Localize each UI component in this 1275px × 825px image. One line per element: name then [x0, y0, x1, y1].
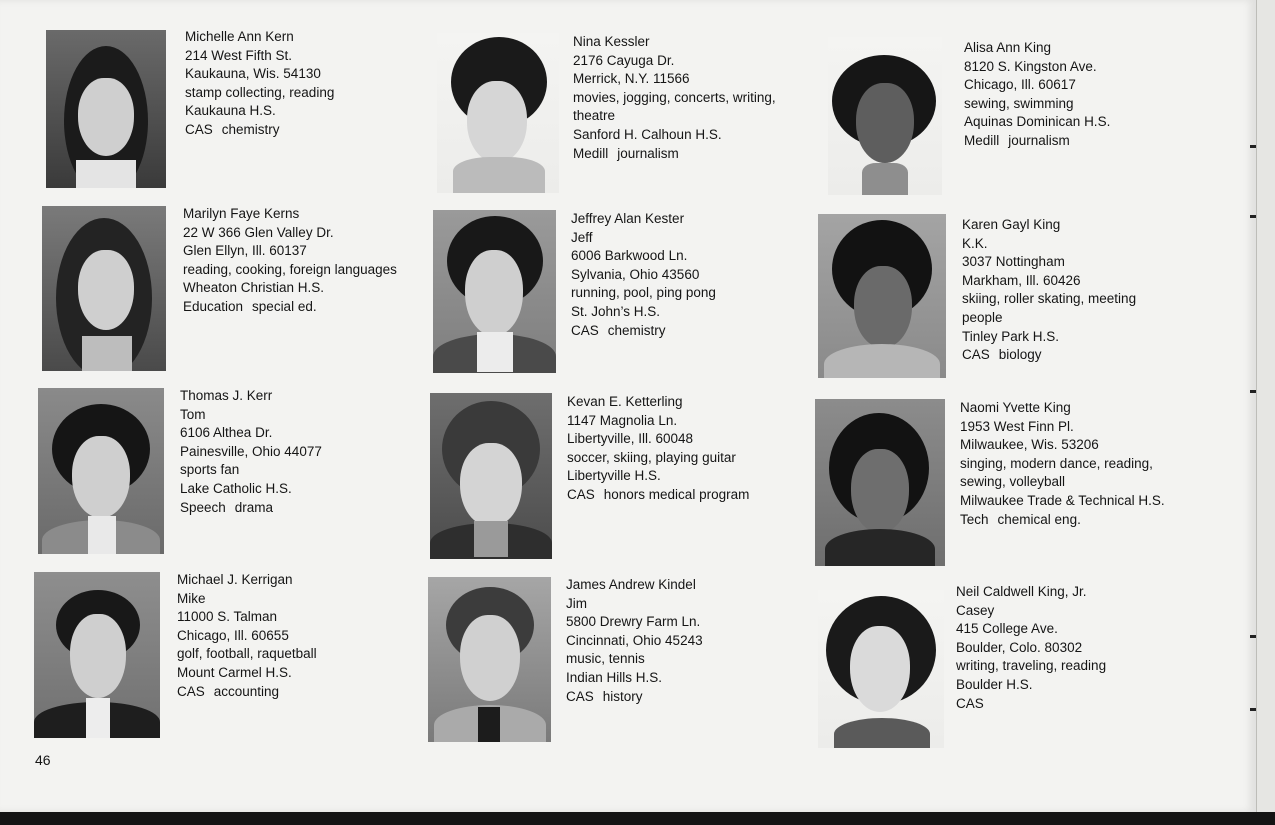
student-address: 8120 S. Kingston Ave. — [964, 58, 1097, 74]
student-school: CAS — [962, 347, 990, 363]
student-interests: reading, cooking, foreign languages — [183, 261, 397, 277]
student-program — [183, 298, 397, 317]
student-address: 5800 Drewry Farm Ln. — [566, 614, 701, 630]
page-gutter — [1256, 0, 1275, 812]
student-photo — [818, 590, 944, 748]
student-city: Sylvania, Ohio 43560 — [571, 266, 700, 282]
student-name: Naomi Yvette King — [960, 400, 1071, 415]
student-high-school: Lake Catholic H.S. — [180, 480, 292, 496]
student-high-school: St. John’s H.S. — [571, 303, 661, 319]
student-city: Boulder, Colo. 80302 — [956, 639, 1083, 655]
student-program — [956, 695, 1106, 714]
student-name: Alisa Ann King — [964, 40, 1052, 55]
student-photo — [428, 577, 551, 742]
student-high-school: Mount Carmel H.S. — [177, 664, 292, 680]
student-photo — [42, 206, 166, 371]
student-name: Thomas J. Kerr — [180, 388, 273, 403]
student-name: Kevan E. Ketterling — [567, 394, 683, 409]
student-photo — [38, 388, 164, 554]
student-high-school: Tinley Park H.S. — [962, 328, 1060, 344]
student-school: Tech — [960, 511, 989, 527]
student-school: Medill — [573, 145, 609, 161]
student-major: chemistry — [607, 322, 666, 338]
student-address: 3037 Nottingham — [962, 254, 1065, 270]
student-interests: theatre — [573, 108, 616, 124]
student-photo — [430, 393, 552, 559]
student-photo — [828, 37, 942, 195]
student-interests: golf, football, raquetball — [177, 646, 317, 662]
student-high-school: Kaukauna H.S. — [185, 103, 276, 119]
student-info — [571, 210, 716, 340]
student-major: accounting — [213, 683, 280, 699]
student-info — [566, 576, 703, 706]
student-interests: sports fan — [180, 462, 240, 478]
page-number: 46 — [35, 752, 51, 768]
student-program — [180, 499, 322, 518]
student-major: chemical eng. — [997, 511, 1081, 527]
student-high-school: Wheaton Christian H.S. — [183, 280, 325, 296]
student-high-school: Sanford H. Calhoun H.S. — [573, 126, 722, 142]
student-city: Merrick, N.Y. 11566 — [573, 71, 690, 87]
student-major: chemistry — [221, 121, 280, 137]
student-info — [177, 571, 317, 701]
student-high-school: Aquinas Dominican H.S. — [964, 114, 1111, 130]
student-interests: writing, traveling, reading — [956, 658, 1107, 674]
student-high-school: Milwaukee Trade & Technical H.S. — [960, 492, 1165, 508]
student-photo — [46, 30, 166, 188]
student-major: journalism — [617, 145, 679, 161]
student-program — [962, 346, 1136, 365]
student-nickname: Mike — [177, 590, 206, 606]
student-interests: skiing, roller skating, meeting — [962, 291, 1137, 307]
student-major: special ed. — [252, 298, 317, 314]
student-program — [573, 145, 776, 164]
student-name: Karen Gayl King — [962, 217, 1061, 232]
student-program — [177, 683, 317, 702]
student-interests: people — [962, 309, 1003, 325]
student-address: 6106 Althea Dr. — [180, 425, 273, 441]
student-address: 415 College Ave. — [956, 621, 1058, 637]
student-address: 214 West Fifth St. — [185, 47, 293, 63]
student-city: Kaukauna, Wis. 54130 — [185, 66, 321, 82]
student-name: Jeffrey Alan Kester — [571, 211, 685, 226]
student-photo — [437, 33, 559, 193]
student-city: Chicago, Ill. 60655 — [177, 627, 289, 643]
student-info — [185, 28, 334, 140]
student-interests: sewing, volleyball — [960, 474, 1066, 490]
student-info — [964, 39, 1110, 151]
student-interests: singing, modern dance, reading, — [960, 455, 1153, 471]
student-address: 6006 Barkwood Ln. — [571, 248, 688, 264]
student-info — [180, 387, 322, 517]
student-address: 22 W 366 Glen Valley Dr. — [183, 224, 334, 240]
student-name: Michael J. Kerrigan — [177, 572, 293, 587]
student-info — [962, 216, 1136, 365]
student-high-school: Libertyville H.S. — [567, 468, 661, 484]
student-name: James Andrew Kindel — [566, 577, 696, 592]
student-high-school: Boulder H.S. — [956, 676, 1033, 692]
student-nickname: Jim — [566, 595, 587, 611]
student-name: Michelle Ann Kern — [185, 29, 294, 44]
student-high-school: Indian Hills H.S. — [566, 669, 663, 685]
student-address: 1147 Magnolia Ln. — [567, 412, 678, 428]
student-program — [567, 486, 749, 505]
student-name: Nina Kessler — [573, 34, 650, 49]
student-major: journalism — [1008, 132, 1070, 148]
student-nickname: Jeff — [571, 229, 593, 245]
student-nickname: Tom — [180, 406, 206, 422]
student-major: honors medical program — [603, 486, 750, 502]
student-address: 1953 West Finn Pl. — [960, 418, 1074, 434]
student-address: 11000 S. Talman — [177, 609, 278, 625]
student-program — [964, 132, 1110, 151]
student-major: drama — [234, 499, 274, 515]
student-school: CAS — [567, 486, 595, 502]
student-program — [571, 322, 716, 341]
student-interests: movies, jogging, concerts, writing, — [573, 89, 776, 105]
student-city: Libertyville, Ill. 60048 — [567, 431, 694, 447]
student-city: Painesville, Ohio 44077 — [180, 443, 322, 459]
scan-border — [0, 812, 1275, 825]
student-photo — [34, 572, 160, 738]
student-info — [567, 393, 749, 505]
student-info — [183, 205, 397, 317]
student-interests: sewing, swimming — [964, 95, 1074, 111]
student-info — [573, 33, 776, 163]
student-school: Medill — [964, 132, 1000, 148]
student-interests: running, pool, ping pong — [571, 285, 716, 301]
student-info — [956, 583, 1106, 713]
student-address: 2176 Cayuga Dr. — [573, 52, 675, 68]
student-major: biology — [998, 347, 1042, 363]
student-nickname: K.K. — [962, 235, 988, 251]
student-city: Milwaukee, Wis. 53206 — [960, 437, 1099, 453]
student-major: history — [602, 688, 643, 704]
student-name: Marilyn Faye Kerns — [183, 206, 300, 221]
student-interests: soccer, skiing, playing guitar — [567, 449, 736, 465]
student-school: CAS — [566, 688, 594, 704]
student-nickname: Casey — [956, 602, 995, 618]
student-school: CAS — [956, 695, 984, 711]
student-photo — [815, 399, 945, 566]
student-program — [185, 121, 334, 140]
student-school: CAS — [177, 683, 205, 699]
student-program — [566, 688, 703, 707]
student-photo — [818, 214, 946, 378]
student-interests: music, tennis — [566, 651, 645, 667]
student-school: Speech — [180, 499, 226, 515]
student-school: CAS — [185, 121, 213, 137]
student-interests: stamp collecting, reading — [185, 84, 335, 100]
student-school: CAS — [571, 322, 599, 338]
student-school: Education — [183, 298, 244, 314]
student-city: Chicago, Ill. 60617 — [964, 77, 1076, 93]
student-name: Neil Caldwell King, Jr. — [956, 584, 1087, 599]
student-city: Markham, Ill. 60426 — [962, 272, 1081, 288]
student-photo — [433, 210, 556, 373]
student-city: Cincinnati, Ohio 45243 — [566, 632, 703, 648]
student-program — [960, 511, 1165, 530]
student-city: Glen Ellyn, Ill. 60137 — [183, 243, 307, 259]
student-info — [960, 399, 1165, 529]
